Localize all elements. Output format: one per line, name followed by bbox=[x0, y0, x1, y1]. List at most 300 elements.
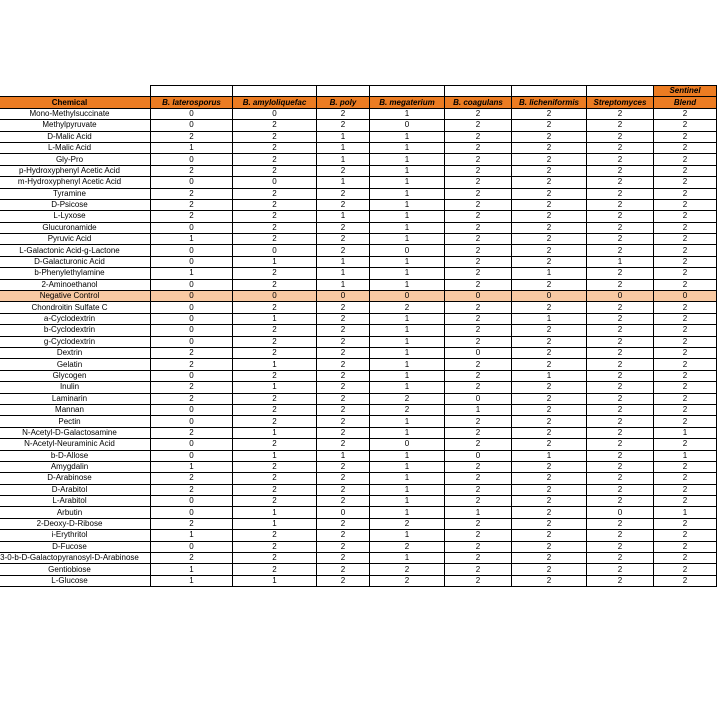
value-cell: 2 bbox=[587, 131, 654, 142]
value-cell: 2 bbox=[654, 370, 717, 381]
value-cell: 1 bbox=[233, 359, 317, 370]
value-cell: 2 bbox=[445, 177, 512, 188]
value-cell: 2 bbox=[151, 347, 233, 358]
value-cell: 2 bbox=[512, 120, 587, 131]
value-cell: 2 bbox=[233, 404, 317, 415]
value-cell: 2 bbox=[317, 473, 370, 484]
value-cell: 2 bbox=[654, 530, 717, 541]
value-cell: 1 bbox=[587, 256, 654, 267]
value-cell: 2 bbox=[445, 234, 512, 245]
value-cell: 2 bbox=[587, 199, 654, 210]
value-cell: 2 bbox=[151, 165, 233, 176]
value-cell: 2 bbox=[654, 302, 717, 313]
value-cell: 2 bbox=[233, 496, 317, 507]
value-cell: 2 bbox=[512, 222, 587, 233]
value-cell: 0 bbox=[151, 177, 233, 188]
chemical-name-cell: D-Psicose bbox=[0, 199, 151, 210]
value-cell: 2 bbox=[654, 131, 717, 142]
value-cell: 2 bbox=[512, 496, 587, 507]
value-cell: 2 bbox=[151, 188, 233, 199]
value-cell: 1 bbox=[370, 325, 445, 336]
chemical-name-cell: L-Lyxose bbox=[0, 211, 151, 222]
value-cell: 1 bbox=[370, 177, 445, 188]
value-cell: 2 bbox=[512, 279, 587, 290]
value-cell: 2 bbox=[317, 496, 370, 507]
value-cell: 0 bbox=[445, 347, 512, 358]
value-cell: 2 bbox=[151, 473, 233, 484]
value-cell: 2 bbox=[654, 439, 717, 450]
value-cell: 2 bbox=[654, 496, 717, 507]
table-row bbox=[0, 222, 717, 233]
value-cell: 2 bbox=[233, 461, 317, 472]
value-cell: 1 bbox=[370, 347, 445, 358]
value-cell: 2 bbox=[445, 131, 512, 142]
value-cell: 2 bbox=[317, 302, 370, 313]
value-cell: 2 bbox=[587, 177, 654, 188]
value-cell: 1 bbox=[370, 279, 445, 290]
chemical-name-cell: Glycogen bbox=[0, 370, 151, 381]
value-cell: 0 bbox=[370, 291, 445, 302]
value-cell: 2 bbox=[654, 473, 717, 484]
value-cell: 2 bbox=[317, 120, 370, 131]
value-cell: 2 bbox=[370, 404, 445, 415]
value-cell: 2 bbox=[654, 336, 717, 347]
value-cell: 2 bbox=[370, 302, 445, 313]
table-row bbox=[0, 382, 717, 393]
value-cell: 2 bbox=[512, 393, 587, 404]
value-cell: 0 bbox=[151, 370, 233, 381]
value-cell: 1 bbox=[512, 313, 587, 324]
value-cell: 2 bbox=[587, 325, 654, 336]
value-cell: 1 bbox=[233, 256, 317, 267]
value-cell: 2 bbox=[512, 325, 587, 336]
value-cell: 2 bbox=[654, 553, 717, 564]
value-cell: 2 bbox=[512, 199, 587, 210]
value-cell: 2 bbox=[654, 325, 717, 336]
table-row bbox=[0, 496, 717, 507]
value-cell: 2 bbox=[587, 336, 654, 347]
value-cell: 1 bbox=[317, 268, 370, 279]
table-row-negative-control bbox=[0, 291, 717, 302]
value-cell: 1 bbox=[370, 142, 445, 153]
value-cell: 1 bbox=[445, 404, 512, 415]
value-cell: 2 bbox=[445, 439, 512, 450]
value-cell: 2 bbox=[445, 313, 512, 324]
value-cell: 2 bbox=[512, 245, 587, 256]
value-cell: 2 bbox=[233, 120, 317, 131]
table-row bbox=[0, 302, 717, 313]
value-cell: 2 bbox=[151, 427, 233, 438]
value-cell: 2 bbox=[654, 575, 717, 586]
value-cell: 1 bbox=[370, 154, 445, 165]
value-cell: 2 bbox=[587, 165, 654, 176]
value-cell: 2 bbox=[512, 142, 587, 153]
value-cell: 2 bbox=[317, 108, 370, 119]
value-cell: 2 bbox=[445, 336, 512, 347]
value-cell: 2 bbox=[587, 553, 654, 564]
value-cell: 0 bbox=[445, 393, 512, 404]
super-header-cell bbox=[587, 86, 654, 97]
value-cell: 2 bbox=[587, 427, 654, 438]
chemical-name-cell: m-Hydroxyphenyl Acetic Acid bbox=[0, 177, 151, 188]
chemical-name-cell: p-Hydroxyphenyl Acetic Acid bbox=[0, 165, 151, 176]
value-cell: 2 bbox=[233, 199, 317, 210]
value-cell: 2 bbox=[445, 484, 512, 495]
value-cell: 1 bbox=[151, 234, 233, 245]
value-cell: 2 bbox=[370, 518, 445, 529]
value-cell: 0 bbox=[151, 325, 233, 336]
value-cell: 0 bbox=[151, 439, 233, 450]
value-cell: 1 bbox=[370, 507, 445, 518]
super-header-cell bbox=[370, 86, 445, 97]
value-cell: 0 bbox=[233, 177, 317, 188]
value-cell: 1 bbox=[512, 370, 587, 381]
value-cell: 0 bbox=[151, 222, 233, 233]
value-cell: 2 bbox=[233, 553, 317, 564]
value-cell: 2 bbox=[654, 484, 717, 495]
value-cell: 2 bbox=[151, 359, 233, 370]
value-cell: 0 bbox=[151, 291, 233, 302]
value-cell: 1 bbox=[233, 313, 317, 324]
value-cell: 2 bbox=[512, 473, 587, 484]
value-cell: 2 bbox=[587, 564, 654, 575]
chemical-name-cell: N-Acetyl-Neuraminic Acid bbox=[0, 439, 151, 450]
chemical-name-cell: D-Arabinose bbox=[0, 473, 151, 484]
value-cell: 2 bbox=[654, 347, 717, 358]
value-cell: 2 bbox=[512, 211, 587, 222]
table-row bbox=[0, 188, 717, 199]
table-row bbox=[0, 507, 717, 518]
value-cell: 2 bbox=[587, 120, 654, 131]
value-cell: 2 bbox=[654, 199, 717, 210]
value-cell: 0 bbox=[151, 416, 233, 427]
value-cell: 2 bbox=[512, 575, 587, 586]
chemical-name-cell: Inulin bbox=[0, 382, 151, 393]
value-cell: 2 bbox=[587, 473, 654, 484]
value-cell: 2 bbox=[151, 484, 233, 495]
value-cell: 0 bbox=[233, 291, 317, 302]
value-cell: 2 bbox=[317, 439, 370, 450]
value-cell: 2 bbox=[587, 154, 654, 165]
value-cell: 2 bbox=[654, 120, 717, 131]
super-header-cell bbox=[317, 86, 370, 97]
value-cell: 2 bbox=[587, 393, 654, 404]
value-cell: 2 bbox=[317, 245, 370, 256]
chemical-name-cell: b-D-Allose bbox=[0, 450, 151, 461]
value-cell: 2 bbox=[370, 393, 445, 404]
value-cell: 2 bbox=[445, 222, 512, 233]
value-cell: 2 bbox=[512, 234, 587, 245]
value-cell: 0 bbox=[151, 404, 233, 415]
value-cell: 0 bbox=[370, 439, 445, 450]
value-cell: 1 bbox=[370, 211, 445, 222]
chemical-name-cell: Pectin bbox=[0, 416, 151, 427]
value-cell: 2 bbox=[512, 154, 587, 165]
table-row bbox=[0, 131, 717, 142]
value-cell: 1 bbox=[233, 575, 317, 586]
value-cell: 2 bbox=[445, 359, 512, 370]
value-cell: 2 bbox=[317, 393, 370, 404]
table-row bbox=[0, 473, 717, 484]
value-cell: 2 bbox=[445, 188, 512, 199]
value-cell: 0 bbox=[445, 291, 512, 302]
chemical-name-cell: Glucuronamide bbox=[0, 222, 151, 233]
value-cell: 2 bbox=[317, 313, 370, 324]
value-cell: 0 bbox=[151, 450, 233, 461]
value-cell: 1 bbox=[151, 530, 233, 541]
chemical-name-cell: 2-Aminoethanol bbox=[0, 279, 151, 290]
value-cell: 2 bbox=[512, 177, 587, 188]
value-cell: 2 bbox=[512, 302, 587, 313]
value-cell: 1 bbox=[317, 279, 370, 290]
table-row bbox=[0, 256, 717, 267]
value-cell: 1 bbox=[370, 268, 445, 279]
value-cell: 2 bbox=[654, 393, 717, 404]
value-cell: 2 bbox=[654, 279, 717, 290]
table-row bbox=[0, 165, 717, 176]
value-cell: 2 bbox=[445, 211, 512, 222]
value-cell: 2 bbox=[654, 564, 717, 575]
value-cell: 1 bbox=[151, 142, 233, 153]
chemical-name-cell: Mono-Methylsuccinate bbox=[0, 108, 151, 119]
table-row bbox=[0, 439, 717, 450]
value-cell: 1 bbox=[370, 359, 445, 370]
chemical-name-cell: Gentiobiose bbox=[0, 564, 151, 575]
chemical-name-cell: L-Galactonic Acid-g-Lactone bbox=[0, 245, 151, 256]
value-cell: 2 bbox=[317, 359, 370, 370]
value-cell: 2 bbox=[654, 359, 717, 370]
value-cell: 2 bbox=[654, 245, 717, 256]
value-cell: 1 bbox=[370, 108, 445, 119]
value-cell: 2 bbox=[317, 199, 370, 210]
chemical-name-cell: Laminarin bbox=[0, 393, 151, 404]
value-cell: 2 bbox=[587, 450, 654, 461]
value-cell: 2 bbox=[233, 279, 317, 290]
table-row bbox=[0, 461, 717, 472]
table-row bbox=[0, 199, 717, 210]
value-cell: 2 bbox=[587, 302, 654, 313]
value-cell: 1 bbox=[370, 313, 445, 324]
value-cell: 1 bbox=[370, 222, 445, 233]
value-cell: 2 bbox=[317, 222, 370, 233]
chemical-name-cell: D-Fucose bbox=[0, 541, 151, 552]
value-cell: 0 bbox=[151, 256, 233, 267]
value-cell: 2 bbox=[654, 108, 717, 119]
value-cell: 2 bbox=[512, 427, 587, 438]
value-cell: 1 bbox=[370, 427, 445, 438]
super-header-cell bbox=[233, 86, 317, 97]
value-cell: 2 bbox=[151, 211, 233, 222]
value-cell: 1 bbox=[370, 530, 445, 541]
table-row bbox=[0, 177, 717, 188]
super-header-cell bbox=[445, 86, 512, 97]
value-cell: 2 bbox=[512, 165, 587, 176]
value-cell: 1 bbox=[370, 188, 445, 199]
value-cell: 2 bbox=[445, 427, 512, 438]
value-cell: 2 bbox=[512, 256, 587, 267]
value-cell: 2 bbox=[445, 382, 512, 393]
value-cell: 0 bbox=[151, 541, 233, 552]
value-cell: 2 bbox=[317, 404, 370, 415]
value-cell: 2 bbox=[317, 541, 370, 552]
chemical-name-cell: b-Phenylethylamine bbox=[0, 268, 151, 279]
value-cell: 1 bbox=[370, 165, 445, 176]
value-cell: 2 bbox=[445, 553, 512, 564]
value-cell: 2 bbox=[654, 382, 717, 393]
chemical-name-cell: a-Cyclodextrin bbox=[0, 313, 151, 324]
value-cell: 1 bbox=[370, 461, 445, 472]
value-cell: 2 bbox=[512, 359, 587, 370]
value-cell: 1 bbox=[370, 256, 445, 267]
value-cell: 2 bbox=[445, 142, 512, 153]
value-cell: 2 bbox=[587, 211, 654, 222]
value-cell: 2 bbox=[445, 199, 512, 210]
chemical-name-cell: Mannan bbox=[0, 404, 151, 415]
spreadsheet bbox=[0, 85, 717, 587]
value-cell: 0 bbox=[151, 313, 233, 324]
value-cell: 1 bbox=[370, 131, 445, 142]
value-cell: 2 bbox=[587, 188, 654, 199]
table-row bbox=[0, 268, 717, 279]
value-cell: 2 bbox=[233, 370, 317, 381]
chemical-name-cell: D-Arabitol bbox=[0, 484, 151, 495]
table-row bbox=[0, 347, 717, 358]
value-cell: 2 bbox=[587, 404, 654, 415]
table-row bbox=[0, 154, 717, 165]
value-cell: 2 bbox=[317, 347, 370, 358]
column-header: Streptomyces bbox=[587, 97, 654, 108]
value-cell: 1 bbox=[370, 199, 445, 210]
table-row bbox=[0, 359, 717, 370]
value-cell: 0 bbox=[151, 120, 233, 131]
table-row bbox=[0, 484, 717, 495]
value-cell: 2 bbox=[587, 359, 654, 370]
value-cell: 2 bbox=[317, 370, 370, 381]
value-cell: 2 bbox=[587, 416, 654, 427]
table-row bbox=[0, 108, 717, 119]
blank-corner-cell bbox=[0, 86, 151, 97]
value-cell: 2 bbox=[587, 575, 654, 586]
value-cell: 1 bbox=[317, 142, 370, 153]
column-header: Blend bbox=[654, 97, 717, 108]
value-cell: 0 bbox=[587, 291, 654, 302]
value-cell: 2 bbox=[445, 530, 512, 541]
value-cell: 2 bbox=[445, 564, 512, 575]
value-cell: 2 bbox=[233, 131, 317, 142]
value-cell: 2 bbox=[587, 234, 654, 245]
column-header: B. coagulans bbox=[445, 97, 512, 108]
value-cell: 2 bbox=[654, 188, 717, 199]
table-row bbox=[0, 370, 717, 381]
value-cell: 1 bbox=[370, 336, 445, 347]
table-row bbox=[0, 325, 717, 336]
value-cell: 2 bbox=[587, 279, 654, 290]
value-cell: 2 bbox=[654, 165, 717, 176]
value-cell: 2 bbox=[233, 530, 317, 541]
value-cell: 1 bbox=[654, 427, 717, 438]
value-cell: 2 bbox=[233, 473, 317, 484]
value-cell: 2 bbox=[445, 370, 512, 381]
table-row bbox=[0, 142, 717, 153]
value-cell: 0 bbox=[233, 108, 317, 119]
value-cell: 2 bbox=[445, 416, 512, 427]
value-cell: 2 bbox=[654, 234, 717, 245]
value-cell: 2 bbox=[445, 473, 512, 484]
table-row bbox=[0, 575, 717, 586]
value-cell: 0 bbox=[654, 291, 717, 302]
chemical-name-cell: L-Glucose bbox=[0, 575, 151, 586]
chemical-name-cell: i-Erythritol bbox=[0, 530, 151, 541]
value-cell: 1 bbox=[233, 382, 317, 393]
super-header-cell: Sentinel bbox=[654, 86, 717, 97]
value-cell: 0 bbox=[317, 507, 370, 518]
value-cell: 2 bbox=[512, 382, 587, 393]
value-cell: 1 bbox=[151, 461, 233, 472]
chemical-name-cell: L-Malic Acid bbox=[0, 142, 151, 153]
value-cell: 2 bbox=[317, 234, 370, 245]
chemical-name-cell: Dextrin bbox=[0, 347, 151, 358]
value-cell: 2 bbox=[512, 188, 587, 199]
value-cell: 2 bbox=[317, 484, 370, 495]
value-cell: 2 bbox=[233, 211, 317, 222]
table-row bbox=[0, 336, 717, 347]
value-cell: 2 bbox=[233, 302, 317, 313]
value-cell: 2 bbox=[654, 541, 717, 552]
column-header: B. licheniformis bbox=[512, 97, 587, 108]
value-cell: 1 bbox=[317, 154, 370, 165]
value-cell: 2 bbox=[654, 416, 717, 427]
value-cell: 2 bbox=[317, 518, 370, 529]
table-row bbox=[0, 245, 717, 256]
value-cell: 2 bbox=[445, 325, 512, 336]
value-cell: 2 bbox=[317, 530, 370, 541]
value-cell: 1 bbox=[370, 234, 445, 245]
value-cell: 1 bbox=[512, 268, 587, 279]
value-cell: 2 bbox=[317, 165, 370, 176]
table-row bbox=[0, 279, 717, 290]
value-cell: 2 bbox=[445, 496, 512, 507]
value-cell: 2 bbox=[445, 245, 512, 256]
value-cell: 2 bbox=[654, 268, 717, 279]
value-cell: 2 bbox=[445, 302, 512, 313]
value-cell: 2 bbox=[370, 575, 445, 586]
value-cell: 2 bbox=[512, 461, 587, 472]
value-cell: 1 bbox=[233, 427, 317, 438]
value-cell: 2 bbox=[587, 382, 654, 393]
value-cell: 0 bbox=[151, 279, 233, 290]
value-cell: 0 bbox=[151, 154, 233, 165]
column-header: B. poly bbox=[317, 97, 370, 108]
table-row bbox=[0, 120, 717, 131]
value-cell: 2 bbox=[587, 245, 654, 256]
value-cell: 2 bbox=[445, 518, 512, 529]
value-cell: 1 bbox=[370, 496, 445, 507]
value-cell: 2 bbox=[587, 108, 654, 119]
chemical-name-cell: Amygdalin bbox=[0, 461, 151, 472]
column-header-row bbox=[0, 97, 717, 108]
chemical-name-cell: D-Galacturonic Acid bbox=[0, 256, 151, 267]
value-cell: 2 bbox=[654, 211, 717, 222]
value-cell: 2 bbox=[445, 541, 512, 552]
value-cell: 2 bbox=[317, 188, 370, 199]
value-cell: 2 bbox=[587, 484, 654, 495]
value-cell: 1 bbox=[317, 131, 370, 142]
column-header: B. amyloliquefac bbox=[233, 97, 317, 108]
chemical-name-cell: Negative Control bbox=[0, 291, 151, 302]
chemical-name-cell: D-Malic Acid bbox=[0, 131, 151, 142]
value-cell: 1 bbox=[370, 473, 445, 484]
table-row bbox=[0, 541, 717, 552]
